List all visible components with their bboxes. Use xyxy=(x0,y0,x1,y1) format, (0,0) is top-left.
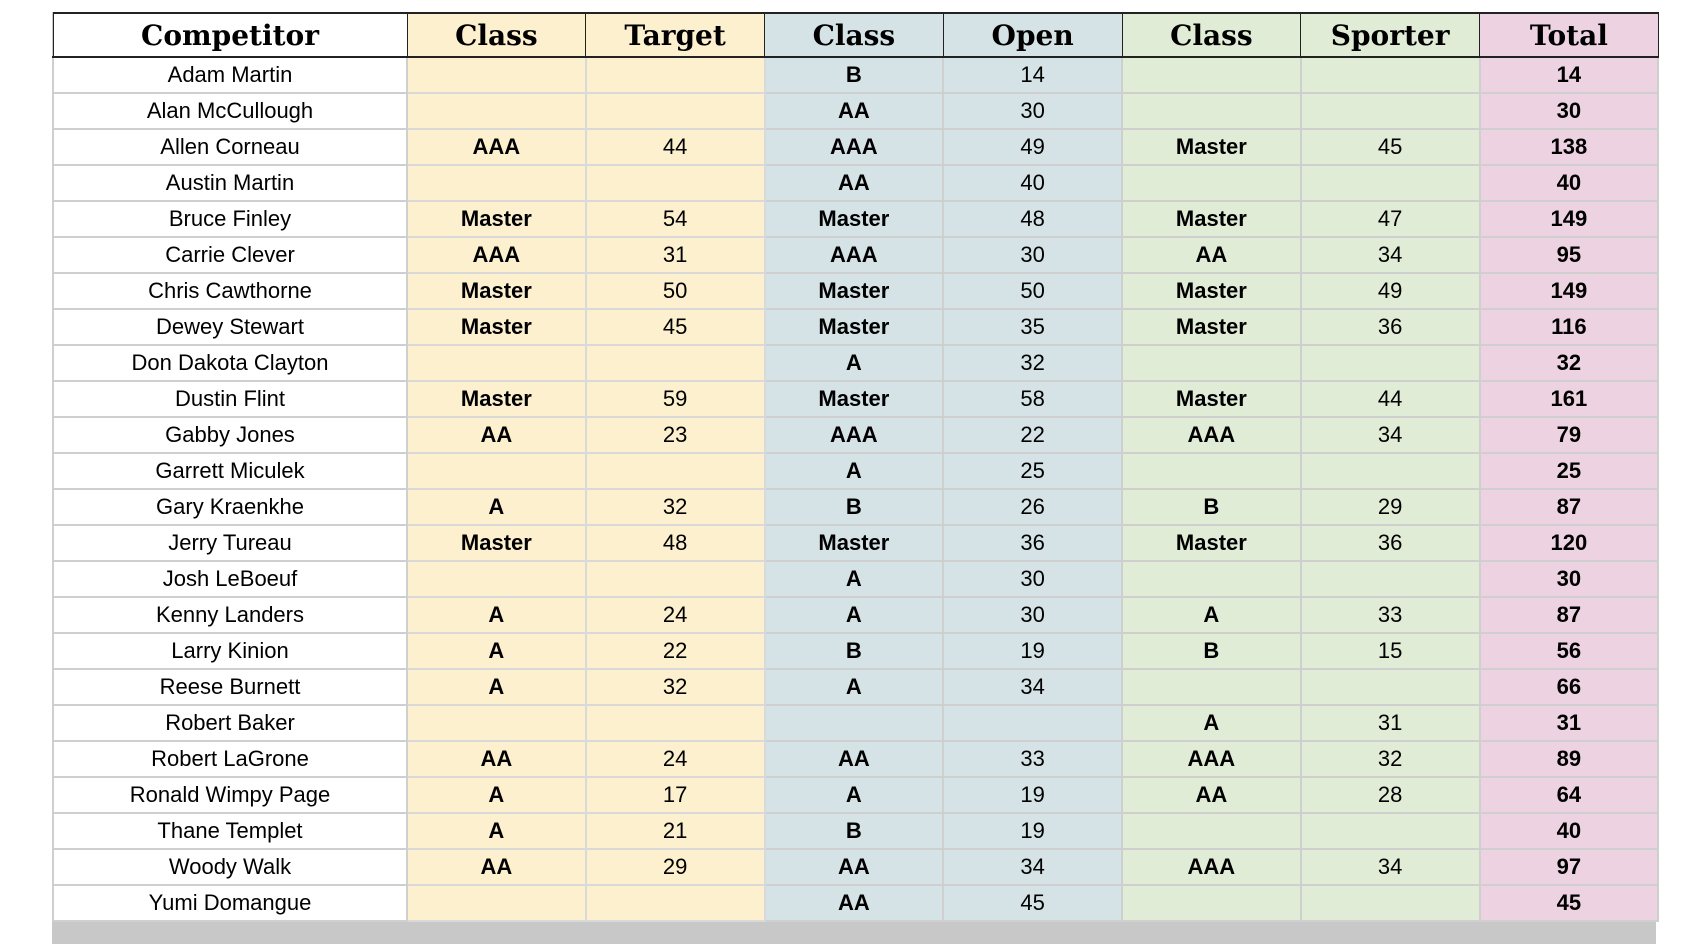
open-class-cell: B xyxy=(765,633,944,669)
sporter-class-cell xyxy=(1122,885,1301,921)
sporter-class-cell: B xyxy=(1122,489,1301,525)
table-row xyxy=(53,237,1658,273)
sporter-score-cell: 47 xyxy=(1301,201,1480,237)
total-score-cell: 32 xyxy=(1480,345,1659,381)
sporter-score-cell xyxy=(1301,885,1480,921)
open-score-cell: 49 xyxy=(943,129,1122,165)
total-score-cell: 40 xyxy=(1480,813,1659,849)
competitor-name-cell: Thane Templet xyxy=(53,813,407,849)
sporter-class-cell: AAA xyxy=(1122,849,1301,885)
total-score-cell: 120 xyxy=(1480,525,1659,561)
sporter-score-cell: 34 xyxy=(1301,237,1480,273)
open-class-cell: AA xyxy=(765,885,944,921)
open-class-cell xyxy=(765,705,944,741)
sporter-score-cell xyxy=(1301,57,1480,93)
open-score-cell: 30 xyxy=(943,597,1122,633)
sporter-score-cell xyxy=(1301,561,1480,597)
open-score-cell: 22 xyxy=(943,417,1122,453)
open-score-cell: 14 xyxy=(943,57,1122,93)
sporter-class-cell: Master xyxy=(1122,273,1301,309)
table-row xyxy=(53,705,1658,741)
table-row xyxy=(53,669,1658,705)
target-score-cell xyxy=(586,57,765,93)
target-class-cell: Master xyxy=(407,525,586,561)
sporter-score-cell: 28 xyxy=(1301,777,1480,813)
open-class-cell: Master xyxy=(765,525,944,561)
competitor-name-cell: Ronald Wimpy Page xyxy=(53,777,407,813)
total-score-cell: 149 xyxy=(1480,273,1659,309)
table-row xyxy=(53,813,1658,849)
open-class-cell: AA xyxy=(765,741,944,777)
target-class-cell: A xyxy=(407,813,586,849)
competitor-name-cell: Jerry Tureau xyxy=(53,525,407,561)
total-score-cell: 31 xyxy=(1480,705,1659,741)
open-class-cell: AAA xyxy=(765,237,944,273)
total-score-cell: 87 xyxy=(1480,597,1659,633)
open-score-cell: 25 xyxy=(943,453,1122,489)
table-row xyxy=(53,417,1658,453)
target-score-cell: 59 xyxy=(586,381,765,417)
table-row xyxy=(53,381,1658,417)
open-class-cell: AA xyxy=(765,93,944,129)
sporter-score-cell: 45 xyxy=(1301,129,1480,165)
target-class-cell xyxy=(407,885,586,921)
target-score-cell: 45 xyxy=(586,309,765,345)
open-class-cell: B xyxy=(765,489,944,525)
competitor-name-cell: Robert LaGrone xyxy=(53,741,407,777)
table-body xyxy=(53,57,1658,921)
target-class-cell xyxy=(407,57,586,93)
header-competitor: Competitor xyxy=(53,13,407,57)
target-score-cell: 50 xyxy=(586,273,765,309)
sporter-score-cell: 15 xyxy=(1301,633,1480,669)
header-open-class: Class xyxy=(765,13,944,57)
target-score-cell xyxy=(586,345,765,381)
sporter-class-cell: Master xyxy=(1122,381,1301,417)
sporter-class-cell: Master xyxy=(1122,525,1301,561)
open-class-cell: AA xyxy=(765,165,944,201)
total-score-cell: 149 xyxy=(1480,201,1659,237)
competitor-name-cell: Austin Martin xyxy=(53,165,407,201)
sporter-class-cell xyxy=(1122,453,1301,489)
table-row xyxy=(53,741,1658,777)
competitor-name-cell: Dustin Flint xyxy=(53,381,407,417)
table-row xyxy=(53,273,1658,309)
open-class-cell: Master xyxy=(765,309,944,345)
sporter-class-cell xyxy=(1122,165,1301,201)
open-score-cell: 50 xyxy=(943,273,1122,309)
table-row xyxy=(53,525,1658,561)
table-row xyxy=(53,777,1658,813)
header-open: Open xyxy=(943,13,1122,57)
open-class-cell: A xyxy=(765,561,944,597)
total-score-cell: 138 xyxy=(1480,129,1659,165)
competitor-name-cell: Garrett Miculek xyxy=(53,453,407,489)
open-score-cell: 36 xyxy=(943,525,1122,561)
target-score-cell xyxy=(586,453,765,489)
competitor-name-cell: Gabby Jones xyxy=(53,417,407,453)
total-score-cell: 161 xyxy=(1480,381,1659,417)
competitor-name-cell: Gary Kraenkhe xyxy=(53,489,407,525)
header-target-class: Class xyxy=(407,13,586,57)
header-row xyxy=(53,13,1658,57)
sporter-class-cell xyxy=(1122,345,1301,381)
sporter-score-cell xyxy=(1301,453,1480,489)
open-score-cell: 30 xyxy=(943,561,1122,597)
target-score-cell: 29 xyxy=(586,849,765,885)
total-score-cell: 64 xyxy=(1480,777,1659,813)
competitor-name-cell: Robert Baker xyxy=(53,705,407,741)
open-class-cell: A xyxy=(765,777,944,813)
sporter-class-cell xyxy=(1122,669,1301,705)
total-score-cell: 45 xyxy=(1480,885,1659,921)
target-score-cell: 22 xyxy=(586,633,765,669)
open-score-cell: 19 xyxy=(943,633,1122,669)
total-score-cell: 14 xyxy=(1480,57,1659,93)
target-score-cell: 54 xyxy=(586,201,765,237)
total-score-cell: 30 xyxy=(1480,93,1659,129)
target-score-cell: 31 xyxy=(586,237,765,273)
open-score-cell: 48 xyxy=(943,201,1122,237)
target-class-cell: AA xyxy=(407,741,586,777)
open-class-cell: A xyxy=(765,453,944,489)
open-score-cell: 33 xyxy=(943,741,1122,777)
competitor-name-cell: Allen Corneau xyxy=(53,129,407,165)
table-row xyxy=(53,849,1658,885)
open-score-cell: 30 xyxy=(943,237,1122,273)
target-score-cell: 32 xyxy=(586,669,765,705)
target-score-cell: 24 xyxy=(586,597,765,633)
sporter-score-cell: 34 xyxy=(1301,849,1480,885)
competitor-name-cell: Bruce Finley xyxy=(53,201,407,237)
open-class-cell: B xyxy=(765,813,944,849)
target-class-cell: Master xyxy=(407,381,586,417)
target-class-cell xyxy=(407,561,586,597)
competitor-name-cell: Kenny Landers xyxy=(53,597,407,633)
target-class-cell: Master xyxy=(407,273,586,309)
sporter-score-cell: 36 xyxy=(1301,525,1480,561)
sporter-score-cell: 34 xyxy=(1301,417,1480,453)
open-score-cell: 19 xyxy=(943,777,1122,813)
sporter-score-cell: 29 xyxy=(1301,489,1480,525)
target-score-cell xyxy=(586,93,765,129)
open-class-cell: AAA xyxy=(765,129,944,165)
competitor-name-cell: Reese Burnett xyxy=(53,669,407,705)
sporter-class-cell: Master xyxy=(1122,309,1301,345)
table-row xyxy=(53,345,1658,381)
target-class-cell: AAA xyxy=(407,237,586,273)
target-score-cell xyxy=(586,165,765,201)
total-score-cell: 97 xyxy=(1480,849,1659,885)
sporter-score-cell: 49 xyxy=(1301,273,1480,309)
competitor-name-cell: Dewey Stewart xyxy=(53,309,407,345)
open-score-cell: 45 xyxy=(943,885,1122,921)
target-class-cell xyxy=(407,705,586,741)
sporter-score-cell: 36 xyxy=(1301,309,1480,345)
open-class-cell: A xyxy=(765,597,944,633)
competitor-name-cell: Adam Martin xyxy=(53,57,407,93)
open-score-cell: 34 xyxy=(943,669,1122,705)
open-class-cell: A xyxy=(765,345,944,381)
open-class-cell: AA xyxy=(765,849,944,885)
sporter-score-cell: 31 xyxy=(1301,705,1480,741)
sporter-class-cell: AAA xyxy=(1122,741,1301,777)
total-score-cell: 89 xyxy=(1480,741,1659,777)
total-score-cell: 95 xyxy=(1480,237,1659,273)
sporter-class-cell: B xyxy=(1122,633,1301,669)
table-row xyxy=(53,57,1658,93)
total-score-cell: 116 xyxy=(1480,309,1659,345)
competitor-name-cell: Carrie Clever xyxy=(53,237,407,273)
open-class-cell: Master xyxy=(765,381,944,417)
sporter-score-cell xyxy=(1301,345,1480,381)
target-score-cell: 48 xyxy=(586,525,765,561)
sporter-class-cell xyxy=(1122,93,1301,129)
target-score-cell: 23 xyxy=(586,417,765,453)
target-class-cell: A xyxy=(407,633,586,669)
target-score-cell: 32 xyxy=(586,489,765,525)
header-target: Target xyxy=(586,13,765,57)
competitor-name-cell: Alan McCullough xyxy=(53,93,407,129)
competitor-name-cell: Chris Cawthorne xyxy=(53,273,407,309)
header-sporter: Sporter xyxy=(1301,13,1480,57)
competitor-name-cell: Josh LeBoeuf xyxy=(53,561,407,597)
sporter-score-cell xyxy=(1301,93,1480,129)
total-score-cell: 40 xyxy=(1480,165,1659,201)
sporter-score-cell xyxy=(1301,669,1480,705)
open-score-cell: 58 xyxy=(943,381,1122,417)
target-score-cell: 44 xyxy=(586,129,765,165)
sporter-class-cell xyxy=(1122,561,1301,597)
sporter-class-cell: A xyxy=(1122,597,1301,633)
open-class-cell: A xyxy=(765,669,944,705)
target-class-cell xyxy=(407,345,586,381)
target-class-cell: Master xyxy=(407,201,586,237)
target-class-cell xyxy=(407,165,586,201)
sporter-score-cell: 32 xyxy=(1301,741,1480,777)
open-score-cell: 32 xyxy=(943,345,1122,381)
open-score-cell: 40 xyxy=(943,165,1122,201)
target-class-cell: A xyxy=(407,489,586,525)
open-class-cell: Master xyxy=(765,273,944,309)
results-table xyxy=(52,12,1659,922)
target-score-cell: 24 xyxy=(586,741,765,777)
target-class-cell xyxy=(407,453,586,489)
table-row xyxy=(53,489,1658,525)
open-score-cell: 34 xyxy=(943,849,1122,885)
table-row xyxy=(53,561,1658,597)
table-row xyxy=(53,93,1658,129)
sporter-class-cell: A xyxy=(1122,705,1301,741)
target-score-cell xyxy=(586,561,765,597)
sporter-class-cell: Master xyxy=(1122,129,1301,165)
sporter-score-cell: 44 xyxy=(1301,381,1480,417)
total-score-cell: 66 xyxy=(1480,669,1659,705)
table-row xyxy=(53,165,1658,201)
table-row xyxy=(53,129,1658,165)
results-sheet xyxy=(52,12,1656,944)
target-class-cell: A xyxy=(407,669,586,705)
total-score-cell: 30 xyxy=(1480,561,1659,597)
competitor-name-cell: Larry Kinion xyxy=(53,633,407,669)
competitor-name-cell: Don Dakota Clayton xyxy=(53,345,407,381)
open-score-cell: 26 xyxy=(943,489,1122,525)
total-score-cell: 56 xyxy=(1480,633,1659,669)
target-score-cell: 17 xyxy=(586,777,765,813)
table-row xyxy=(53,309,1658,345)
sporter-class-cell: Master xyxy=(1122,201,1301,237)
table-row xyxy=(53,201,1658,237)
open-class-cell: AAA xyxy=(765,417,944,453)
target-score-cell: 21 xyxy=(586,813,765,849)
header-total: Total xyxy=(1480,13,1659,57)
target-class-cell: A xyxy=(407,597,586,633)
open-class-cell: B xyxy=(765,57,944,93)
sporter-score-cell xyxy=(1301,813,1480,849)
table-row xyxy=(53,633,1658,669)
total-score-cell: 79 xyxy=(1480,417,1659,453)
competitor-name-cell: Yumi Domangue xyxy=(53,885,407,921)
open-class-cell: Master xyxy=(765,201,944,237)
sporter-class-cell xyxy=(1122,813,1301,849)
target-score-cell xyxy=(586,705,765,741)
target-score-cell xyxy=(586,885,765,921)
table-row xyxy=(53,597,1658,633)
header-sporter-class: Class xyxy=(1122,13,1301,57)
competitor-name-cell: Woody Walk xyxy=(53,849,407,885)
sporter-class-cell: AA xyxy=(1122,777,1301,813)
total-score-cell: 25 xyxy=(1480,453,1659,489)
target-class-cell: AA xyxy=(407,849,586,885)
target-class-cell: AA xyxy=(407,417,586,453)
open-score-cell: 30 xyxy=(943,93,1122,129)
open-score-cell: 19 xyxy=(943,813,1122,849)
target-class-cell xyxy=(407,93,586,129)
table-row xyxy=(53,453,1658,489)
open-score-cell xyxy=(943,705,1122,741)
sporter-class-cell: AA xyxy=(1122,237,1301,273)
target-class-cell: A xyxy=(407,777,586,813)
sporter-class-cell xyxy=(1122,57,1301,93)
total-score-cell: 87 xyxy=(1480,489,1659,525)
sporter-score-cell: 33 xyxy=(1301,597,1480,633)
target-class-cell: Master xyxy=(407,309,586,345)
sporter-class-cell: AAA xyxy=(1122,417,1301,453)
sporter-score-cell xyxy=(1301,165,1480,201)
target-class-cell: AAA xyxy=(407,129,586,165)
open-score-cell: 35 xyxy=(943,309,1122,345)
table-row xyxy=(53,885,1658,921)
